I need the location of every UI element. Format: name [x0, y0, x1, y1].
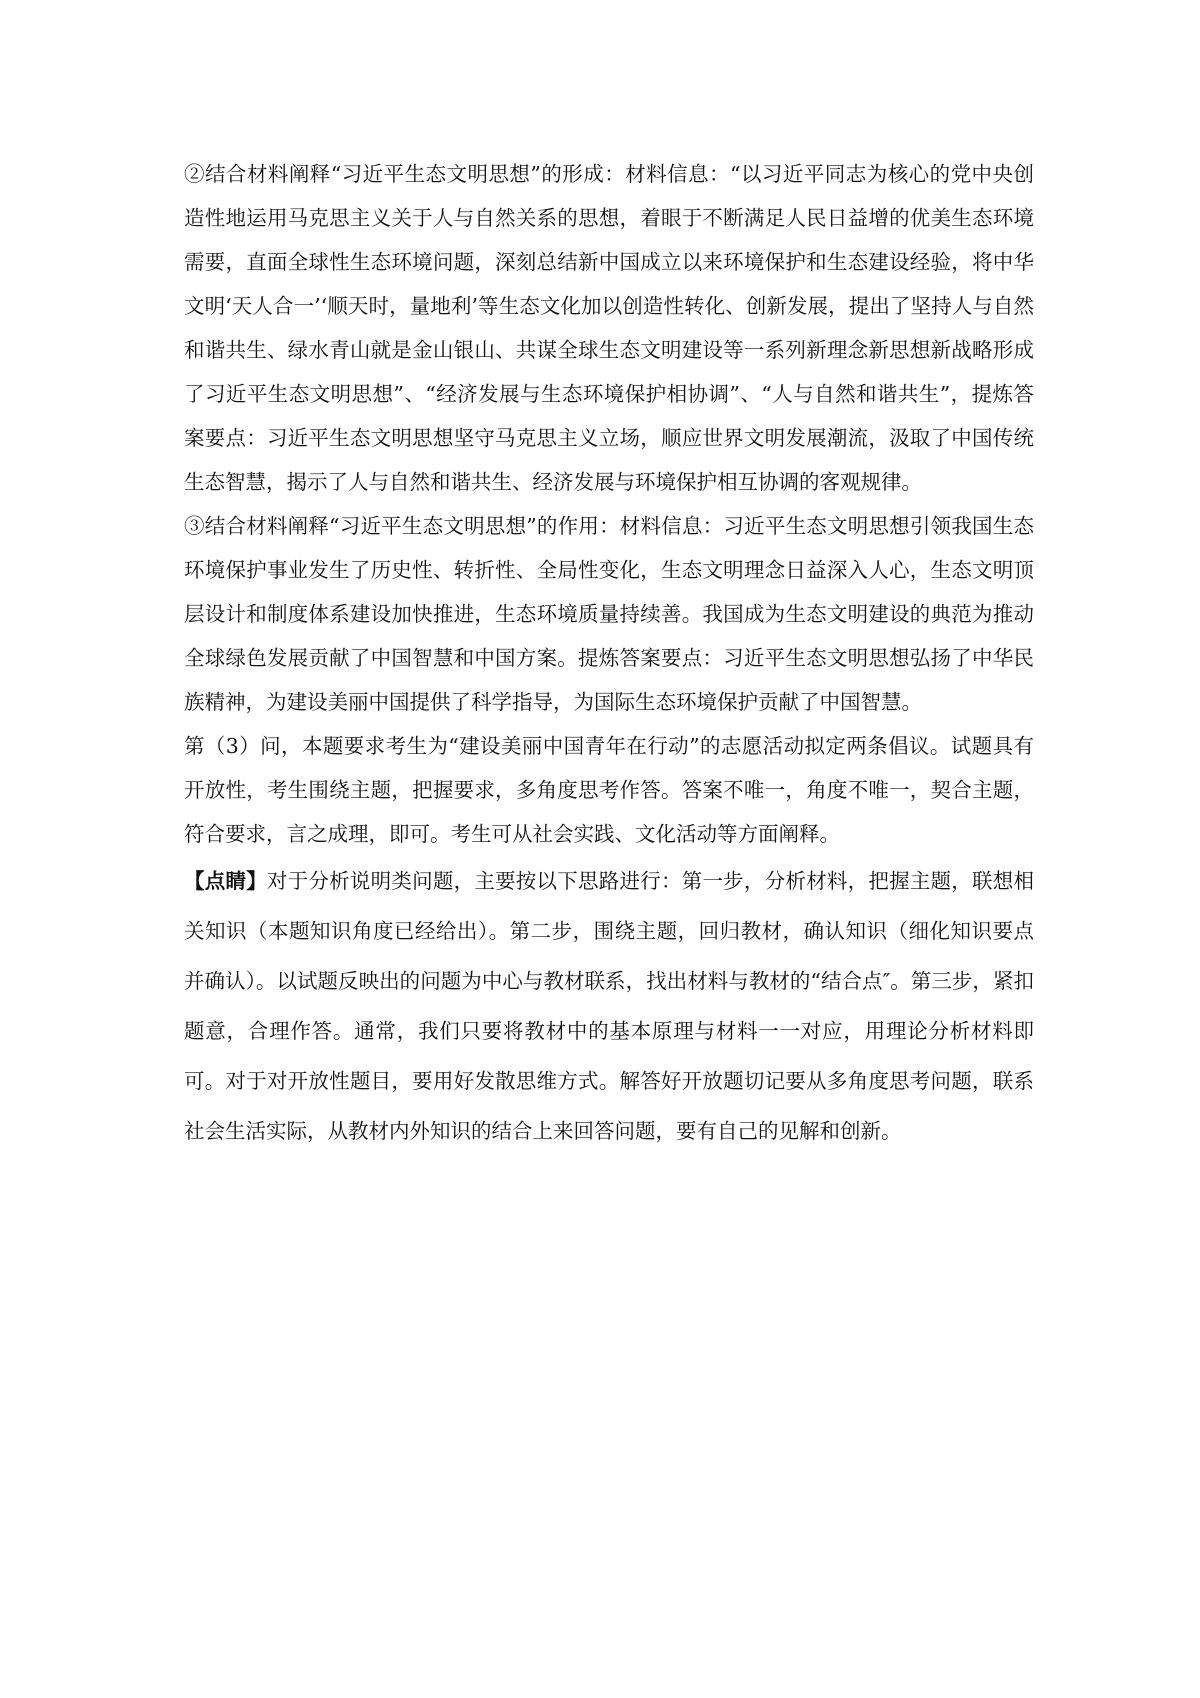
paragraph-formation: ②结合材料阐释“习近平生态文明思想”的形成：材料信息：“以习近平同志为核心的党中央创造性地运用马克思主义关于人与自然关系的思想，着眼于不断满足人民日益增的优美生态环境需要，直面全球性生态环境问题，深刻总结新中国成立以来环境保护和生态建设经验，将中华文明‘天人合一’‘顺天时，量地利’等生态文化加以创造性转化、创新发展，提出了坚持人与自然和谐共生、绿水青山就是金山银山、共谋全球生态文明建设等一系列新理念新思想新战略形成了习近平生态文明思想”、“经济发展与生态环境保护相协调”、“人与自然和谐共生”，提炼答案要点：习近平生态文明思想坚守马克思主义立场，顺应世界文明发展潮流，汲取了中国传统生态智慧，揭示了人与自然和谐共生、经济发展与环境保护相互协调的客观规律。	[184, 162, 1034, 494]
tip-paragraph	[184, 856, 1034, 1156]
paragraph-question-3: 第（3）问，本题要求考生为“建设美丽中国青年在行动”的志愿活动拟定两条倡议。试题具有开放性，考生围绕主题，把握要求，多角度思考作答。答案不唯一，角度不唯一，契合主题，符合要求，言之成理，即可。考生可从社会实践、文化活动等方面阐释。	[184, 734, 1034, 846]
tip-text: 对于分析说明类问题，主要按以下思路进行：第一步，分析材料，把握主题，联想相关知识（本题知识角度已经给出）。第二步，围绕主题，回归教材，确认知识（细化知识要点并确认）。以试题反映出的问题为中心与教材联系，找出材料与教材的“结合点″。第三步，紧扣题意，合理作答。通常，我们只要将教材中的基本原理与材料一一对应，用理论分析材料即可。对于对开放性题目，要用好发散思维方式。解答好开放题切记要从多角度思考问题，联系社会生活实际，从教材内外知识的结合上来回答问题，要有自己的见解和创新。	[184, 869, 1035, 1143]
tip-label: 【点睛】	[184, 869, 267, 893]
paragraph-function: ③结合材料阐释“习近平生态文明思想”的作用：材料信息：习近平生态文明思想引领我国生态环境保护事业发生了历史性、转折性、全局性变化，生态文明理念日益深入人心，生态文明顶层设计和制度体系建设加快推进，生态环境质量持续善。我国成为生态文明建设的典范为推动全球绿色发展贡献了中国智慧和中国方案。提炼答案要点：习近平生态文明思想弘扬了中华民族精神，为建设美丽中国提供了科学指导，为国际生态环境保护贡献了中国智慧。	[184, 514, 1034, 714]
document-body	[184, 152, 1034, 1156]
